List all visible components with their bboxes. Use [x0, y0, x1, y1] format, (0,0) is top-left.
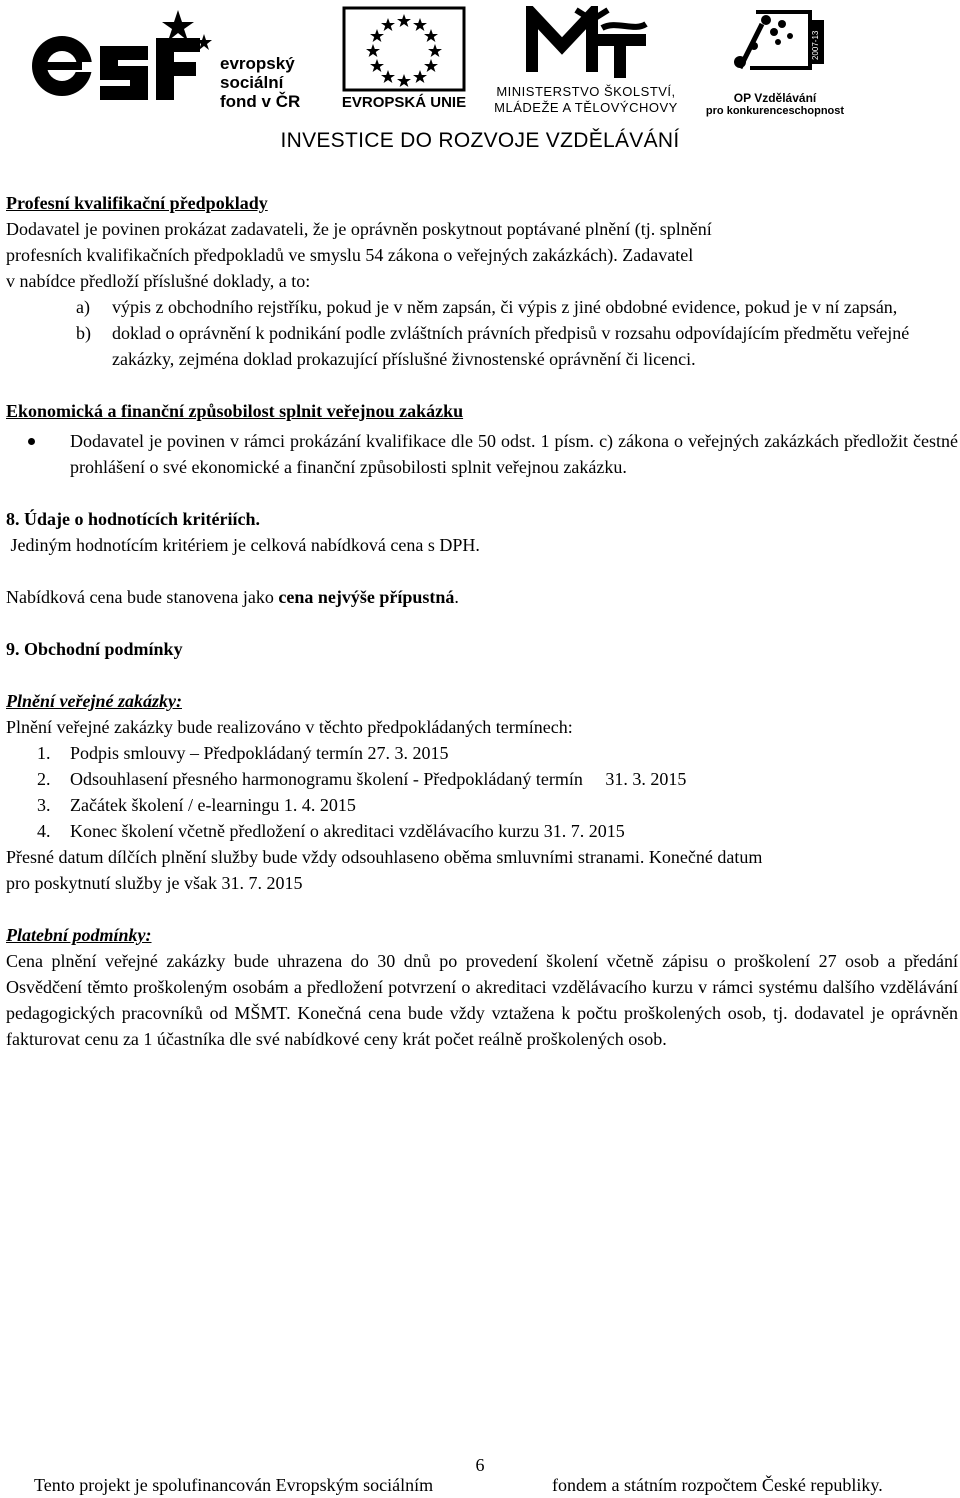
list-item [6, 320, 958, 372]
list-item-text: Odsouhlasení přesného harmonogramu školení - Předpokládaný termín 31. 3. 2015 [70, 769, 687, 789]
list-item [6, 766, 958, 792]
paragraph-line: Dodavatel je povinen prokázat zadavateli, že je oprávněn poskytnout poptávané plnění (tj. splnění [6, 219, 712, 239]
document-body [6, 190, 958, 1052]
esf-wordmark [220, 54, 300, 111]
list-item-text: Začátek školení / e-learningu 1. 4. 2015 [70, 795, 356, 815]
list-marker: 1. [37, 743, 51, 763]
op-logo [700, 6, 850, 117]
investice-tagline: INVESTICE DO ROZVOJE VZDĚLÁVÁNÍ [280, 129, 680, 152]
price-paragraph [6, 584, 958, 610]
paragraph-line: Jediným hodnotícím kritériem je celková nabídková cena s DPH. [6, 535, 480, 555]
subheading-plneni: Plnění veřejné zakázky: [6, 691, 182, 711]
list-item-text: výpis z obchodního rejstříku, pokud je v něm zapsán, či výpis z jiné obdobné evidence, pokud je v ní zapsán, [112, 297, 898, 317]
paragraph-line: pro poskytnutí služby je však 31. 7. 2015 [6, 873, 303, 893]
ekonomicka-list [6, 428, 958, 480]
op-line: OP Vzdělávání [733, 91, 817, 105]
list-marker: 3. [37, 795, 51, 815]
footer-left: Tento projekt je spolufinancován Evropským sociálním [34, 1475, 434, 1495]
list-item [6, 740, 958, 766]
bullet-icon [28, 438, 35, 445]
msmt-line: MINISTERSTVO ŠKOLSTVÍ, [496, 84, 676, 99]
msmt-line: MLÁDEŽE A TĚLOVÝCHOVY [494, 100, 678, 115]
msmt-mark-icon [476, 6, 696, 82]
op-line: pro konkurenceschopnost [705, 105, 845, 117]
paragraph-line: Přesné datum dílčích plnění služby bude vždy odsouhlaseno oběma smluvními stranami. Konečné datum [6, 847, 763, 867]
price-emphasis: cena nejvýše přípustná [278, 587, 455, 607]
list-marker: a) [76, 297, 90, 317]
section-heading-8: 8. Údaje o hodnotících kritériích. [6, 509, 260, 529]
list-marker: b) [76, 323, 91, 343]
logo-header [0, 0, 960, 160]
paragraph-line: profesních kvalifikačních předpokladů ve smyslu 54 zákona o veřejných zakázkách). Zadavatel [6, 245, 694, 265]
paragraph-line: v nabídce předloží příslušné doklady, a to: [6, 271, 311, 291]
price-end: . [454, 587, 459, 607]
list-item-text: Podpis smlouvy – Předpokládaný termín 27. 3. 2015 [70, 743, 449, 763]
section-heading-ekonomicka: Ekonomická a finanční způsobilost splnit veřejnou zakázku [6, 401, 464, 421]
subheading-platebni: Platební podmínky: [6, 925, 152, 945]
eu-label: EVROPSKÁ UNIE [341, 94, 467, 111]
price-text: Nabídková cena bude stanovena jako [6, 587, 279, 607]
list-item [6, 428, 958, 480]
esf-logo [28, 8, 328, 112]
footer-right: fondem a státním rozpočtem České republiky. [552, 1475, 883, 1495]
paragraph-line: Plnění veřejné zakázky bude realizováno v těchto předpokládaných termínech: [6, 717, 573, 737]
eu-flag-icon [340, 6, 468, 92]
esf-mark-icon [28, 8, 218, 112]
platebni-paragraph: Cena plnění veřejné zakázky bude uhrazena do 30 dnů po provedení školení včetně zápisu o proškolení 27 osob a předání Osvědčení těmto proškoleným osobám a předložení potvrzení o akreditaci vzdělávacího kurzu v rámci systému dalšího vzdělávání pedagogických pracovníků od MŠMT. Konečná cena bude vždy vztažena k počtu proškolených osob, tj. dodavatel je oprávněn fakturovat cenu za 1 účastníka dle své nabídkové ceny krát počet reálně proškolených osob. [6, 951, 958, 1049]
list-item [6, 294, 958, 320]
eu-logo [340, 6, 468, 112]
msmt-logo [476, 6, 696, 115]
doklady-list [6, 294, 958, 372]
esf-line: fond v ČR [220, 92, 301, 111]
list-item [6, 792, 958, 818]
section-heading-profesni: Profesní kvalifikační předpoklady [6, 193, 268, 213]
list-item-text: Konec školení včetně předložení o akreditaci vzdělávacího kurzu 31. 7. 2015 [70, 821, 625, 841]
list-item-text: Dodavatel je povinen v rámci prokázání kvalifikace dle 50 odst. 1 písm. c) zákona o veřejných zakázkách předložit čestné prohlášení o své ekonomické a finanční způsobilosti splnit veřejnou zakázku. [70, 431, 958, 477]
list-item-text: doklad o oprávnění k podnikání podle zvláštních právních předpisů v rozsahu odpovídajícím předmětu veřejné zakázky, zejména doklad prokazující příslušné živnostenské oprávnění či licenci. [112, 323, 910, 369]
section-heading-9: 9. Obchodní podmínky [6, 639, 183, 659]
list-item [6, 818, 958, 844]
page-number: 6 [475, 1455, 485, 1475]
list-marker: 4. [37, 821, 51, 841]
op-mark-icon [700, 6, 850, 90]
terms-list [6, 740, 958, 844]
op-years: 2007-13 [811, 30, 820, 60]
esf-line: evropský [220, 54, 295, 73]
list-marker: 2. [37, 769, 51, 789]
esf-line: sociální [220, 73, 284, 92]
